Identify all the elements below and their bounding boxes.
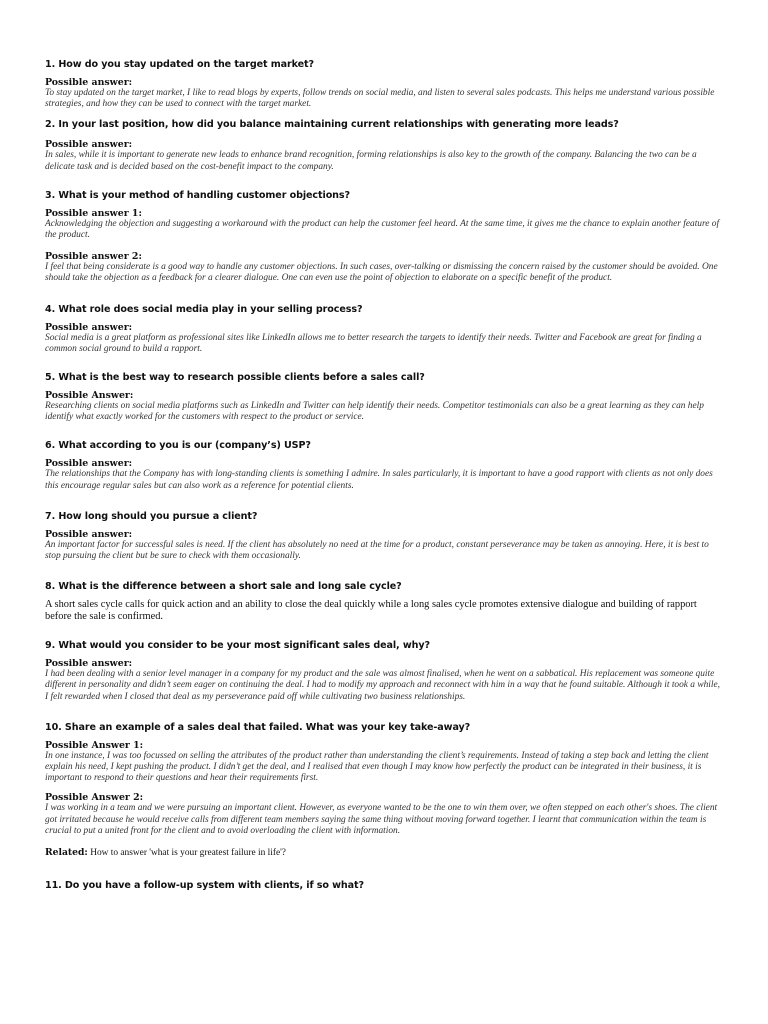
qa-item-10 — [45, 721, 725, 859]
answer-text: To stay updated on the target market, I like to read blogs by experts, follow trends on social media, and listen to several sales podcasts. This helps me understand various possible strategies, and how they can be used to connect with the target market. — [45, 88, 715, 110]
answer-text: An important factor for successful sales is need. If the client has absolutely no need at the time for a product, constant perseverance may be taken as annoying. Here, it is best to stop pursuing the client but be sure to check with them occasionally. — [45, 539, 709, 562]
qa-item-6 — [45, 439, 725, 491]
answer-text: The relationships that the Company has with long-standing clients is something I admire. In sales particularly, it is important to have a good rapport with clients as not only does this encourage regular sales but can also work as a reference for potential clients. — [45, 469, 713, 491]
question-heading: 8. What is the difference between a short sale and long sale cycle? — [45, 581, 402, 593]
answer-label: Possible answer: — [45, 77, 133, 88]
question-heading: 2. In your last position, how did you balance maintaining current relationships with generating more leads? — [45, 119, 619, 131]
answer-text: Acknowledging the objection and suggesting a workaround with the product can help the customer feel heard. At the same time, it gives me the chance to explain another feature of the product. — [45, 218, 720, 241]
answer-label: Possible answer: — [45, 458, 133, 470]
answer-label: Possible answer: — [45, 658, 133, 670]
qa-item-9 — [45, 639, 725, 703]
question-heading: 6. What according to you is our (company’s) USP? — [45, 440, 311, 452]
answer-label: Possible answer 2: — [45, 251, 142, 263]
answer-label: Possible Answer 1: — [45, 739, 144, 751]
question-heading: 7. How long should you pursue a client? — [45, 510, 258, 522]
qa-item-11 — [45, 879, 725, 892]
document-content — [45, 58, 725, 892]
question-heading: 11. Do you have a follow-up system with clients, if so what? — [45, 880, 364, 892]
qa-item-1 — [45, 58, 725, 110]
answer-label: Possible answer: — [45, 528, 133, 540]
answer-text: In one instance, I was too focussed on selling the attributes of the product rather than understanding the client’s requirements. Instead of taking a step back and letting the client explain his need, I kept pushing the product. I didn’t get the deal, and I realised that even though I may know how perfectly the product can be integrated in their business, it is important to respond to their questions and hear their requirements first. — [45, 750, 709, 784]
answer-text: A short sales cycle calls for quick action and an ability to close the deal quickly while a long sales cycle promotes extensive dialogue and building of rapport before the sale is confirmed. — [45, 599, 697, 623]
question-heading: 9. What would you consider to be your most significant sales deal, why? — [45, 640, 430, 652]
question-heading: 3. What is your method of handling customer objections? — [45, 189, 350, 201]
question-heading: 10. Share an example of a sales deal that failed. What was your key take-away? — [45, 721, 471, 733]
answer-text: In sales, while it is important to generate new leads to enhance brand recognition, forming relationships is also key to the growth of the company. Balancing the two can be a delicate task and is decided based on the cost-benefit impact to the company. — [45, 150, 697, 172]
question-heading: 5. What is the best way to research possible clients before a sales call? — [45, 372, 425, 384]
qa-item-7 — [45, 510, 725, 562]
related-label: Related: — [45, 847, 88, 859]
qa-item-4 — [45, 303, 725, 355]
qa-item-3 — [45, 189, 725, 285]
answer-label: Possible Answer 2: — [45, 792, 144, 804]
question-heading: 4. What role does social media play in your selling process? — [45, 303, 363, 315]
answer-text: Researching clients on social media platforms such as LinkedIn and Twitter can help identify their needs. Competitor testimonials can also be a great learning as they can help identify what exactly worked for the customers with respect to the product or service. — [45, 401, 704, 423]
answer-label: Possible answer: — [45, 139, 133, 151]
answer-text: I feel that being considerate is a good way to handle any customer objections. In such cases, over-talking or dismissing the concern raised by the customer should be avoided. One should take the objection as a feedback for a clearer dialogue. One can even use the point of objection to elaborate on a specific benefit of the product. — [45, 262, 718, 284]
qa-item-2 — [45, 118, 725, 172]
qa-item-5 — [45, 371, 725, 423]
answer-label: Possible Answer: — [45, 390, 134, 402]
answer-text: I had been dealing with a senior level manager in a company for my product and the sale was almost finalised, when he went on a sabbatical. His replacement was someone quite different in personality and didn’t seem eager on continuing the deal. I had to modify my approach and reconnect with him in a way that he found suitable. Although it took a while, I felt rewarded when I closed that deal as my perseverance paid off while cultivating two business relationships. — [45, 669, 720, 702]
answer-label: Possible answer 1: — [45, 207, 142, 219]
qa-item-8 — [45, 580, 725, 623]
question-heading: 1. How do you stay updated on the target market? — [45, 59, 315, 70]
related-link-line[interactable] — [45, 847, 725, 859]
related-link[interactable]: How to answer 'what is your greatest failure in life'? — [90, 848, 286, 859]
answer-label: Possible answer: — [45, 321, 133, 333]
answer-text: I was working in a team and we were pursuing an important client. However, as everyone wanted to be the one to win them over, we often stepped on each other's shoes. The client got irritated because he would receive calls from different team members saying the same thing without moving forward together. I learnt that communication within the team is crucial to put a united front for the client and to avoid overloading the client with information. — [45, 803, 718, 836]
answer-text: Social media is a great platform as professional sites like LinkedIn allows me to better research the targets to identify their needs. Twitter and Facebook are great for finding a common social ground to build a rapport. — [45, 332, 702, 354]
